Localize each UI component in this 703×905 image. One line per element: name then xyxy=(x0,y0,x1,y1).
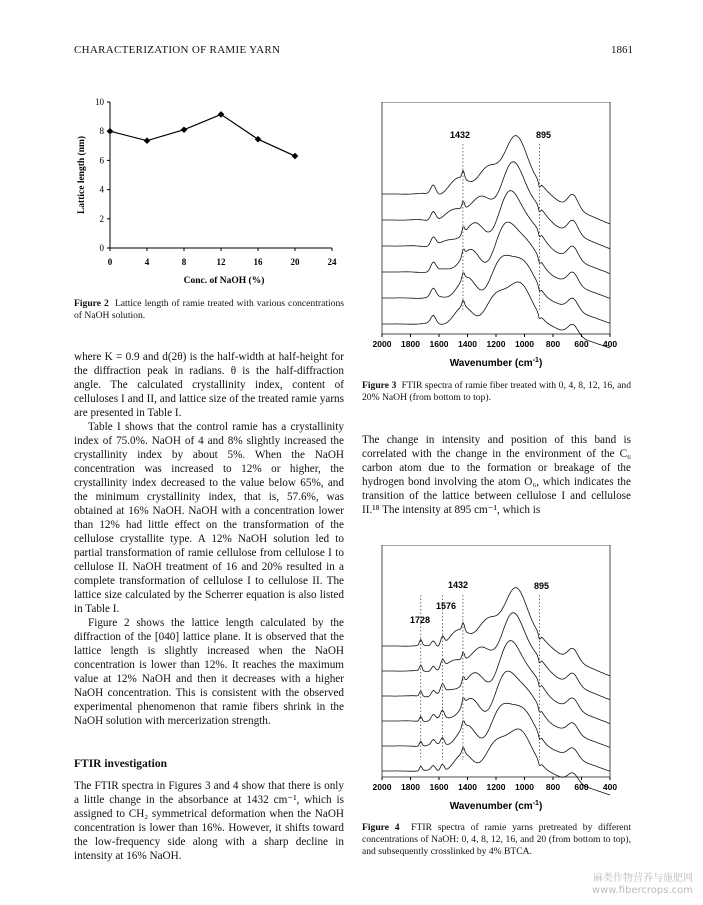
figure-3-caption xyxy=(362,380,631,404)
figure-3-spectra xyxy=(368,102,618,372)
spectrum-line xyxy=(382,613,610,700)
x-tick-label: 1600 xyxy=(429,339,449,349)
running-title: CHARACTERIZATION OF RAMIE YARN xyxy=(74,44,281,56)
figure-4-caption-label: Figure 4 xyxy=(362,822,400,833)
x-tick-label: 12 xyxy=(216,257,226,267)
figure-2-caption-label: Figure 2 xyxy=(74,298,109,309)
paragraph: The FTIR spectra in Figures 3 and 4 show that there is only a little change in the absorbance at 1432 cm⁻¹, which is assigned to CH₂ symmetrical deformation when the NaOH concentration is lower than 16%. However, it shifts toward the low-frequency side along with a sharp decline in intensity at 16% NaOH. xyxy=(74,780,344,862)
page-number: 1861 xyxy=(611,44,633,56)
x-tick-label: 1600 xyxy=(429,782,449,792)
right-column xyxy=(362,433,631,517)
x-axis-label: Wavenumber $(cm^{-1})$ xyxy=(449,357,543,369)
watermark xyxy=(592,873,693,897)
watermark-line-1: 麻类作物营养与施肥网 xyxy=(593,873,693,884)
y-tick-label: 2 xyxy=(99,213,104,224)
spectrum-line xyxy=(382,136,610,224)
x-tick-label: 2000 xyxy=(372,782,392,792)
spectrum-line xyxy=(382,255,610,323)
annotation-1576: 1576 xyxy=(436,601,457,611)
y-tick-label: 0 xyxy=(99,243,104,253)
x-tick-label: 1000 xyxy=(515,339,534,349)
x-tick-label: 1000 xyxy=(515,782,534,792)
x-tick-label: 400 xyxy=(602,339,618,349)
annotation-1728: 1728 xyxy=(410,615,431,625)
spectrum-line xyxy=(382,162,610,249)
series-line xyxy=(110,114,295,156)
x-tick-label: 1400 xyxy=(458,782,477,792)
figure-2-caption xyxy=(74,298,344,322)
data-point xyxy=(218,111,225,118)
figure-4-caption xyxy=(362,822,631,858)
annotation-1432: 1432 xyxy=(448,580,469,590)
watermark-line-2: www.fibercrops.com xyxy=(591,885,693,896)
spectrum-line xyxy=(382,671,610,747)
x-tick-label: 800 xyxy=(545,339,561,349)
y-tick-label: 8 xyxy=(99,126,104,137)
figure-4-spectra xyxy=(368,545,618,815)
figure-2-caption-text: Lattice length of ramie treated with various concentrations of NaOH solution. xyxy=(74,298,345,321)
x-tick-label: 0 xyxy=(107,257,113,267)
paragraph: Table I shows that the control ramie has a crystallinity index of 75.0%. NaOH of 4 and 8% slightly increased the crystallinity index by about 5%. When the NaOH concentration was increased to 12% or higher, the crystallinity index decreased to the value below 65%, and the minimum crystallinity index, that is, 57.6%, was obtained at 16% NaOH. NaOH with a concentration lower than 12% had little effect on the transformation of the cellulose crystallite type. A 12% NaOH solution led to partial transformation of ramie cellulose from cellulose I to cellulose II. NaOH treatment of 16 and 20% resulted in a complete transformation of cellulose I to cellulose II. The lattice size calculated by the Scherrer equation is also listed in Table I. xyxy=(74,421,344,615)
data-point xyxy=(107,128,114,135)
x-tick-label: 2000 xyxy=(372,339,392,349)
data-point xyxy=(144,137,151,144)
figure-3-caption-text: FTIR spectra of ramie fiber treated with 0, 4, 8, 12, 16, and 20% NaOH (from bottom to top). xyxy=(362,380,632,403)
section-title: FTIR investigation xyxy=(74,758,167,770)
paragraph: The change in intensity and position of this band is correlated with the change in the environment of the C₆ carbon atom due to the formation or breakage of the hydrogen bond involving the atom O₆, which indicates the transition of the lattice between cellulose I and cellulose II.¹⁸ The intensity at 895 cm⁻¹, which is xyxy=(362,434,631,516)
x-tick-label: 400 xyxy=(602,782,618,792)
data-point xyxy=(181,126,188,133)
figure-3-caption-label: Figure 3 xyxy=(362,380,397,391)
x-tick-label: 1200 xyxy=(486,782,506,792)
x-tick-label: 1400 xyxy=(458,339,477,349)
x-tick-label: 1800 xyxy=(401,782,420,792)
spectrum-line xyxy=(382,191,610,274)
y-tick-label: 10 xyxy=(95,97,104,107)
spectrum-line xyxy=(382,703,610,771)
paragraph: where K = 0.9 and d(2θ) is the half-width at half-height for the diffraction peak in radians. θ is the half-diffraction angle. The calculated crystallinity index, content of celluloses I and II, and lattice size of the treated ramie yarns are presented in Table I. xyxy=(74,351,344,419)
x-axis-label: Wavenumber $(cm^{-1})$ xyxy=(449,800,543,812)
figure-4-caption-text: FTIR spectra of ramie yarns pretreated by different concentrations of NaOH: 0, 4, 8, 12, 16, and 20 (from bottom to top), and subsequently crosslinked by 4% BTCA. xyxy=(362,822,632,857)
y-tick-label: 6 xyxy=(99,155,104,166)
x-tick-label: 1800 xyxy=(401,339,420,349)
x-tick-label: 800 xyxy=(545,782,561,792)
x-tick-label: 16 xyxy=(253,257,263,267)
x-tick-label: 8 xyxy=(181,257,187,267)
paragraph: Figure 2 shows the lattice length calculated by the diffraction of the [040] lattice plane. It is observed that the lattice length is slightly increased when the NaOH concentration is lower than 12%. It reaches the maximum value at 12% NaOH and then it decreases with a higher NaOH concentration. This is consistent with the observed experimental phenomenon that ramie fibers shrink in the NaOH solution with mercerization strength. xyxy=(74,617,344,727)
spectrum-line xyxy=(382,641,610,724)
annotation-895: 895 xyxy=(534,581,550,591)
spectrum-line xyxy=(382,588,610,676)
data-point xyxy=(255,136,262,143)
x-tick-label: 600 xyxy=(574,339,589,349)
annotation-895: 895 xyxy=(536,130,552,140)
x-tick-label: 1200 xyxy=(486,339,506,349)
x-tick-label: 4 xyxy=(144,257,150,267)
x-axis-label: Conc. of NaOH (%) xyxy=(183,276,265,286)
y-tick-label: 4 xyxy=(99,184,104,195)
x-tick-label: 24 xyxy=(327,257,337,267)
x-tick-label: 20 xyxy=(290,257,300,267)
left-column xyxy=(74,350,344,728)
left-column-bottom xyxy=(74,779,344,863)
annotation-1432: 1432 xyxy=(450,130,471,140)
spectrum-line xyxy=(382,222,610,298)
data-point xyxy=(292,153,299,160)
figure-2-chart xyxy=(74,92,344,287)
y-axis-label: Lattice length (nm) xyxy=(77,135,87,215)
x-tick-label: 600 xyxy=(574,782,589,792)
